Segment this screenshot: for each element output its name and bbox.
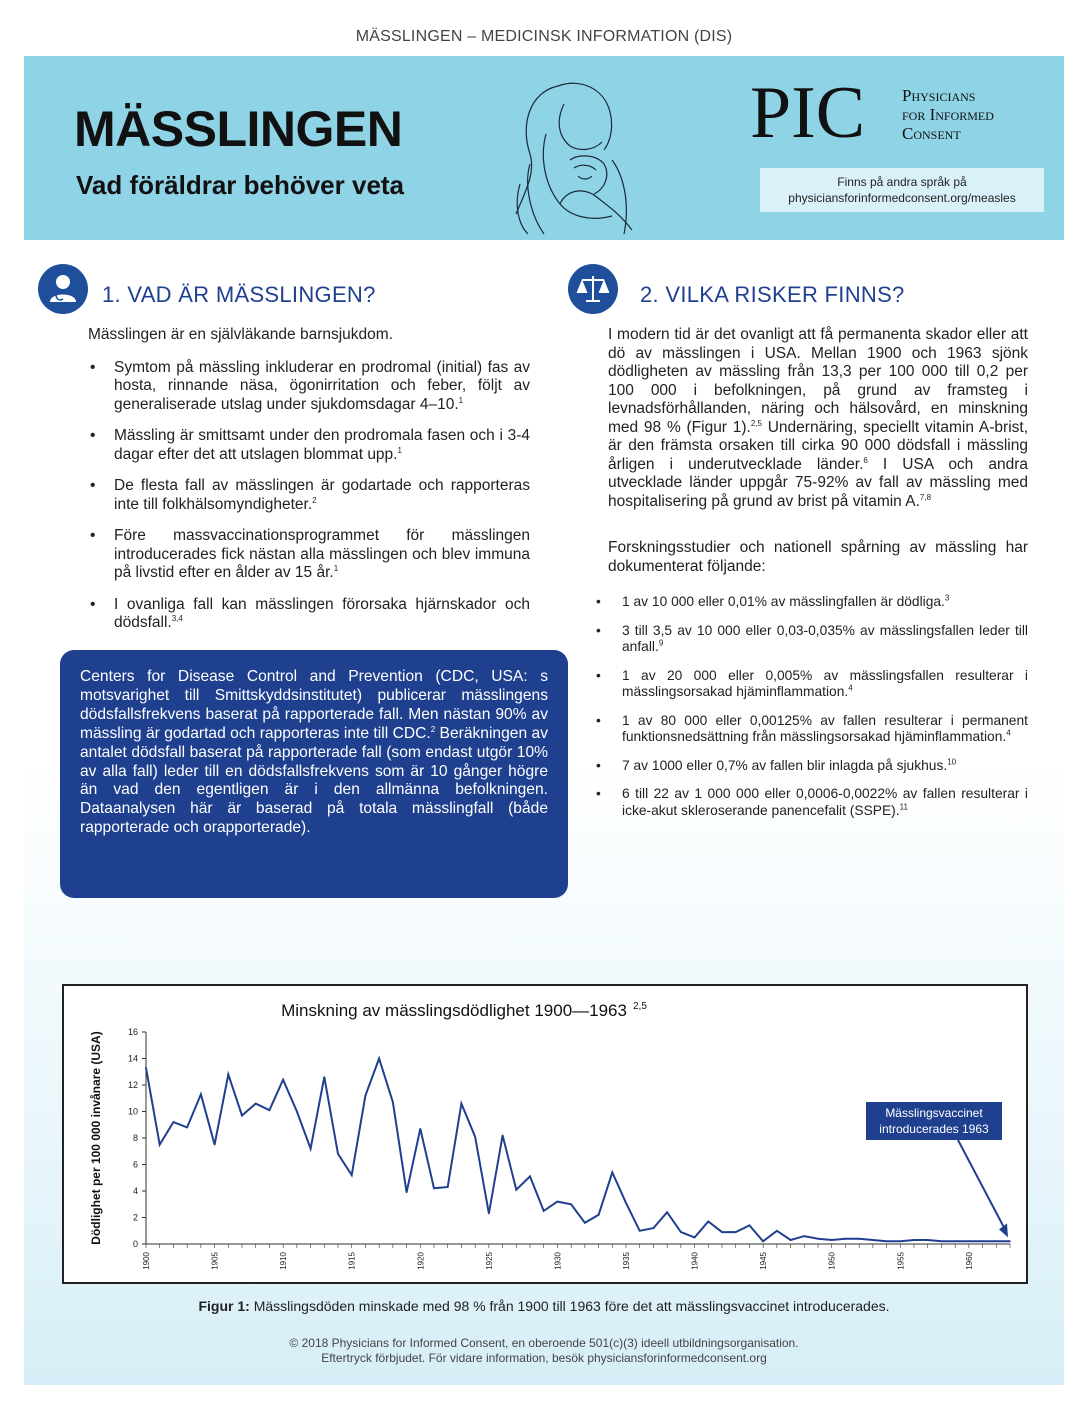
data-point: [186, 1127, 188, 1129]
section2-list: [608, 594, 1028, 819]
x-tick-label: 1905: [210, 1252, 220, 1270]
data-point: [721, 1231, 723, 1233]
section1-title: 1. VAD ÄR MÄSSLINGEN?: [102, 282, 376, 307]
data-point: [200, 1093, 202, 1095]
data-point: [954, 1241, 956, 1243]
figure-caption: Figur 1: Mässlingsdöden minskade med 98 % från 1900 till 1963 före det att mässlingsvaccinet introducerades.: [198, 1298, 890, 1314]
data-point: [995, 1241, 997, 1243]
section1-list: [88, 359, 530, 633]
data-point: [625, 1202, 627, 1204]
series-line: [146, 1059, 1010, 1242]
data-point: [982, 1241, 984, 1243]
y-tick-label: 12: [127, 1080, 138, 1090]
list-item: • 7 av 1000 eller 0,7% av fallen blir inlagda på sjukhus.$^{10}$: [608, 758, 1028, 775]
svg-text:introducerades 1963: introducerades 1963: [879, 1122, 989, 1136]
data-point: [803, 1235, 805, 1237]
data-point: [269, 1109, 271, 1111]
data-point: [845, 1238, 847, 1240]
data-point: [241, 1115, 243, 1117]
data-point: [214, 1144, 216, 1146]
list-item: • Symtom på mässling inkluderar en prodromal (initial) fas av hosta, rinnande näsa, ögonirritation och feber, följt av generaliserade utslag under sjukdomsdagar 4–10.$^1$: [88, 359, 530, 415]
svg-text:Mässlingsvaccinet: Mässlingsvaccinet: [885, 1106, 983, 1120]
data-point: [145, 1067, 147, 1069]
data-point: [872, 1239, 874, 1241]
logo-name: Physicians for Informed Consent: [902, 86, 994, 143]
data-point: [488, 1213, 490, 1215]
data-point: [474, 1136, 476, 1138]
x-tick-label: 1930: [553, 1252, 563, 1270]
list-item: • 1 av 20 000 eller 0,005% av mässlingsfallen resulterar i mässlingsorsakad hjäminflammation.$^4$: [608, 668, 1028, 701]
y-tick-label: 2: [132, 1212, 138, 1223]
section1-intro: Mässlingen är en självläkande barnsjukdom.: [88, 326, 393, 343]
data-point: [543, 1210, 545, 1212]
y-tick-label: 16: [127, 1027, 138, 1037]
copyright-line: © 2018 Physicians for Informed Consent, en oberoende 501(c)(3) ideell utbildningsorganisation.: [289, 1336, 799, 1350]
x-tick-label: 1915: [347, 1252, 357, 1270]
data-point: [735, 1231, 737, 1233]
data-point: [776, 1230, 778, 1232]
cdc-info-box: Centers for Disease Control and Prevention (CDC, USA: s motsvarighet till Smittskyddsinstitutet) publicerar mässlingens dödsfallsfrekvens baserat på rapporterade fall. Men nästan 90% av mässling är godartad och rapporteras inte till CDC.$^2$ Beräkningen av antalet dödsfall baserat på rapporterade fall (som endast utgör 10% av alla fall) leder till en dödsfallsfrekvens som är 10 gånger högre än vad den egentligen är i den allmänna befolkningen. Dataanalysen här är baserad på totala mässlingfall (både rapporterade och orapporterade).: [60, 650, 568, 898]
pic-logo: [750, 72, 1050, 154]
data-point: [694, 1237, 696, 1239]
data-point: [159, 1144, 161, 1146]
data-point: [858, 1238, 860, 1240]
data-point: [502, 1135, 504, 1137]
x-tick-label: 1900: [142, 1252, 151, 1270]
list-item: • Mässling är smittsamt under den prodromala fasen och i 3-4 dagar efter det att utslagen blommat upp.$^1$: [88, 427, 530, 464]
mother-child-illustration: [500, 64, 650, 236]
logo-mark: PIC: [750, 72, 866, 154]
data-point: [680, 1231, 682, 1233]
data-point: [611, 1172, 613, 1174]
doctor-icon: [38, 264, 88, 314]
x-tick-label: 1950: [827, 1252, 837, 1270]
data-point: [707, 1221, 709, 1223]
x-tick-label: 1935: [622, 1252, 631, 1270]
data-point: [296, 1111, 298, 1113]
data-point: [1009, 1241, 1011, 1243]
y-tick-label: 0: [132, 1239, 138, 1249]
page-subtitle: Vad föräldrar behöver veta: [76, 170, 405, 200]
data-point: [968, 1241, 970, 1243]
language-note: Finns på andra språk på physiciansforinformedconsent.org/measles: [760, 168, 1044, 212]
data-point: [323, 1076, 325, 1078]
x-tick-label: 1945: [759, 1252, 769, 1270]
section2-title: 2. VILKA RISKER FINNS?: [640, 282, 905, 307]
list-item: • 1 av 80 000 eller 0,00125% av fallen resulterar i permanent funktionsnedsättning från mässlingsorsakad hjäminflammation.$^4$: [608, 713, 1028, 746]
data-point: [927, 1239, 929, 1241]
vaccine-annotation: [866, 1102, 1008, 1237]
data-point: [790, 1239, 792, 1241]
data-point: [447, 1186, 449, 1188]
data-point: [378, 1058, 380, 1060]
section2-paragraph: I modern tid är det ovanligt att få permanenta skador eller att dö av mässlingen i USA. Mellan 1900 och 1963 sjönk dödligheten av mässling från 13,3 per 100 000 till 0,2 per 100 000 i befolkningen, på grund av framsteg i levnadsförhållanden, näring och hälsovård, en minskning med 98 % (Figur 1).$^{2,5}$ Undernäring, speciellt vitamin A-brist, är den främsta orsaken till cirka 90 000 dödsfall i mässling årligen i underutvecklade länder.$^6$ I USA och andra utvecklade länder uppgår 75-92% av fall av mässling med hospitalisering på grund av brist på vitamin A.$^{7,8}$: [608, 326, 1028, 510]
data-point: [392, 1101, 394, 1103]
data-point: [639, 1230, 641, 1232]
data-point: [529, 1176, 531, 1178]
data-point: [598, 1214, 600, 1216]
section2-body: [608, 326, 1028, 831]
data-point: [351, 1174, 353, 1176]
data-point: [433, 1188, 435, 1190]
data-point: [762, 1241, 764, 1243]
chart-frame: [62, 984, 1028, 1284]
data-point: [557, 1201, 559, 1203]
data-point: [886, 1241, 888, 1243]
contact-line: Eftertryck förbjudet. För vidare information, besök physiciansforinformedconsent.org: [321, 1351, 767, 1365]
data-point: [653, 1227, 655, 1229]
x-tick-label: 1940: [690, 1252, 700, 1270]
data-point: [406, 1192, 408, 1194]
data-point: [461, 1103, 463, 1105]
banner: [24, 56, 1064, 240]
scales-icon: [568, 264, 618, 314]
data-point: [941, 1241, 943, 1243]
data-point: [749, 1225, 751, 1227]
page-title: MÄSSLINGEN: [74, 101, 403, 157]
x-tick-label: 1960: [964, 1252, 974, 1270]
y-tick-label: 8: [132, 1133, 138, 1143]
list-item: • 3 till 3,5 av 10 000 eller 0,03-0,035% av mässlingsfallen leder till anfall.$^9$: [608, 623, 1028, 656]
data-point: [913, 1239, 915, 1241]
y-tick-label: 14: [127, 1053, 138, 1064]
y-tick-label: 6: [132, 1159, 138, 1170]
section2-lead: Forskningsstudier och nationell spårning av mässling har dokumenterat följande:: [608, 539, 1028, 575]
data-point: [282, 1079, 284, 1081]
data-point: [831, 1239, 833, 1241]
list-item: • 6 till 22 av 1 000 000 eller 0,0006-0,0022% av fallen resulterar i icke-akut skleroserande panencefalit (SSPE).$^{11}$: [608, 786, 1028, 819]
document-header-line: MÄSSLINGEN – MEDICINSK INFORMATION (DIS): [355, 28, 733, 45]
mortality-chart: [64, 986, 1026, 1282]
data-point: [570, 1203, 572, 1205]
language-link[interactable]: physiciansforinformedconsent.org/measles: [788, 191, 1016, 205]
list-item: • 1 av 10 000 eller 0,01% av mässlingfallen är dödliga.$^3$: [608, 594, 1028, 611]
data-point: [817, 1238, 819, 1240]
data-point: [227, 1074, 229, 1076]
data-point: [419, 1128, 421, 1130]
data-point: [337, 1153, 339, 1155]
data-point: [515, 1189, 517, 1191]
y-axis-label: Dödlighet per 100 000 invånare (USA): [89, 1031, 103, 1245]
data-point: [666, 1211, 668, 1213]
list-item: • I ovanliga fall kan mässlingen förorsaka hjärnskador och dödsfall.$^{3,4}$: [88, 596, 530, 633]
y-tick-label: 10: [127, 1106, 138, 1117]
data-point: [310, 1148, 312, 1150]
x-tick-label: 1910: [279, 1252, 289, 1270]
data-point: [255, 1103, 257, 1105]
data-point: [365, 1095, 367, 1097]
footer: [0, 1336, 1088, 1366]
x-tick-label: 1920: [416, 1252, 426, 1270]
y-tick-label: 4: [132, 1186, 138, 1196]
list-item: • Före massvaccinationsprogrammet för mässlingen introducerades fick nästan alla mässlingen och blev immuna på livstid efter en ålder av 15 år.$^1$: [88, 527, 530, 583]
list-item: • De flesta fall av mässlingen är godartade och rapporteras inte till folkhälsomyndigheter.$^2$: [88, 477, 530, 514]
data-point: [899, 1241, 901, 1243]
chart-title: Minskning av mässlingsdödlighet 1900—1963 $^{2,5}$: [281, 1001, 647, 1020]
x-tick-label: 1925: [484, 1252, 494, 1270]
x-tick-label: 1955: [896, 1252, 906, 1270]
data-point: [584, 1222, 586, 1224]
data-point: [173, 1121, 175, 1123]
section1-body: [88, 326, 530, 646]
